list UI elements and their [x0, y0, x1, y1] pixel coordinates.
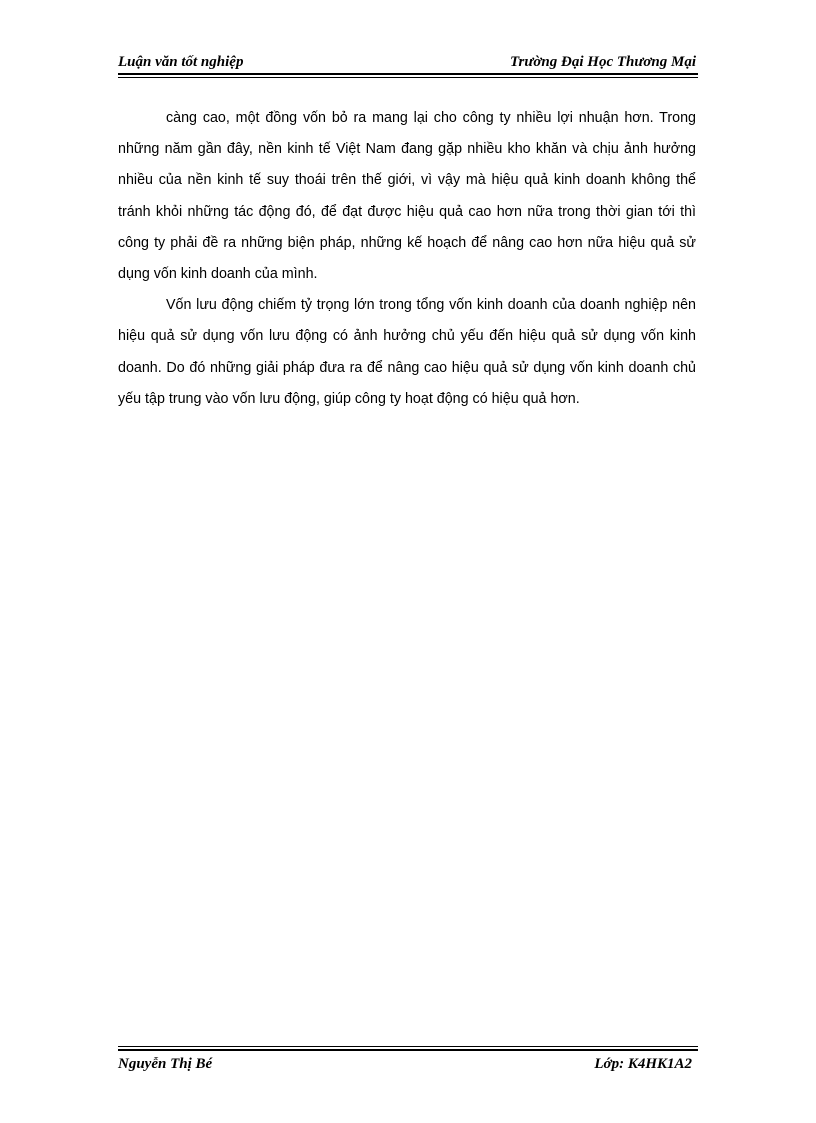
paragraph-2: Vốn lưu động chiếm tỷ trọng lớn trong tổng vốn kinh doanh của doanh nghiệp nên hiệu quả sử dụng vốn lưu động có ảnh hưởng chủ yếu đến hiệu quả sử dụng vốn kinh doanh. Do đó những giải pháp đưa ra để nâng cao hiệu quả sử dụng vốn kinh doanh chủ yếu tập trung vào vốn lưu động, giúp công ty hoạt động có hiệu quả hơn.: [118, 297, 696, 407]
paragraph-1: càng cao, một đồng vốn bỏ ra mang lại cho công ty nhiều lợi nhuận hơn. Trong những năm gần đây, nền kinh tế Việt Nam đang gặp nhiều kho khăn và chịu ảnh hưởng nhiều của nền kinh tế suy thoái trên thế giới, vì vậy mà hiệu quả kinh doanh không thể tránh khỏi những tác động đó, để đạt được hiệu quả cao hơn nữa trong thời gian tới thì công ty phải đề ra những biện pháp, những kế hoạch để nâng cao hơn nữa hiệu quả sử dụng vốn kinh doanh của mình.: [118, 110, 696, 283]
header-thesis-title: Luận văn tốt nghiệp: [118, 54, 244, 70]
page-footer: [118, 1054, 698, 1074]
body-text: [118, 103, 696, 415]
header-university-name: Trường Đại Học Thương Mại: [509, 54, 696, 70]
header-rule-thin: [118, 77, 698, 78]
footer-author-name: Nguyễn Thị Bé: [118, 1056, 213, 1072]
footer-rule-thick: [118, 1049, 698, 1051]
footer-class-code: Lớp: K4HK1A2: [594, 1056, 692, 1072]
footer-rule-thin: [118, 1046, 698, 1047]
header-rule-thick: [118, 73, 698, 75]
page-header: [118, 52, 698, 72]
